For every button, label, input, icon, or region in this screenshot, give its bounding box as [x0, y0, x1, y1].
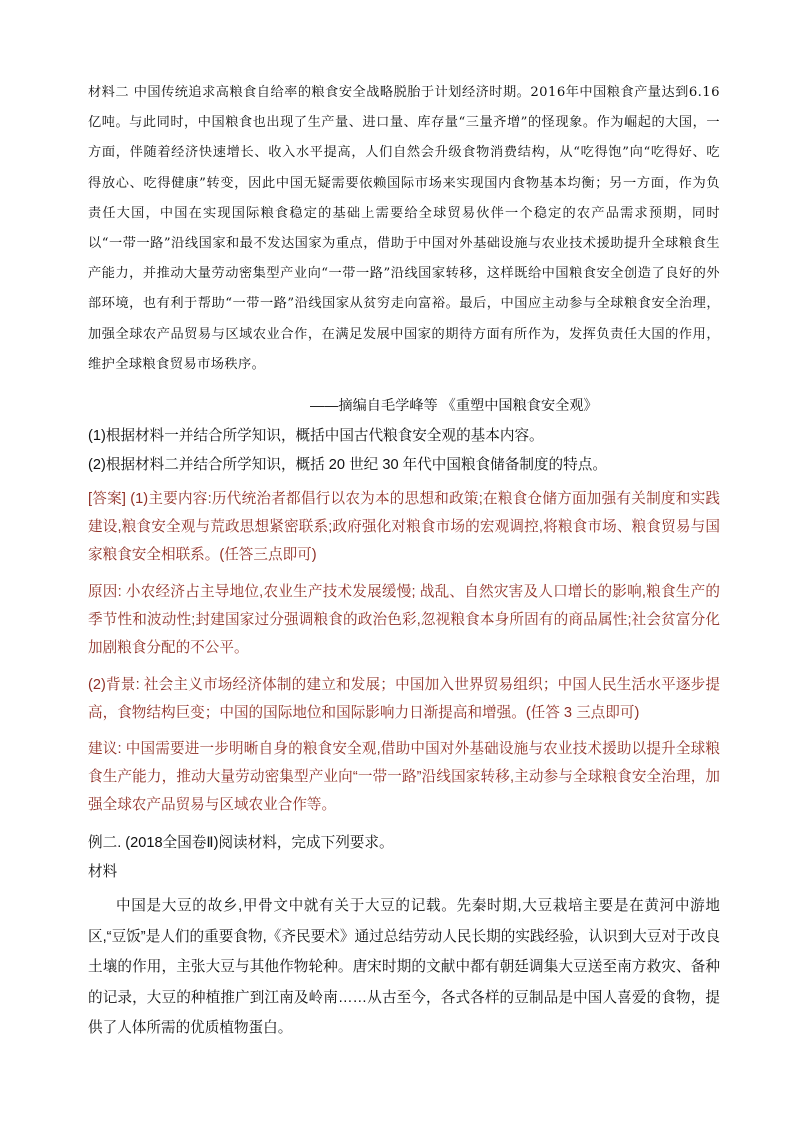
answer-part-1: [答案] (1)主要内容:历代统治者都倡行以农为本的思想和政策;在粮食仓储方面加强有关制度和实践建设,粮食安全观与荒政思想紧密联系;政府强化对粮食市场的宏观调控,将粮食市场、粮食贸易与国家粮食安全相联系。(任答三点即可): [88, 491, 720, 564]
soybean-material-paragraph: 中国是大豆的故乡,甲骨文中就有关于大豆的记载。先秦时期,大豆栽培主要是在黄河中游地区,“豆饭”是人们的重要食物,《齐民要术》通过总结劳动人民长期的实践经验，认识到大豆对于改良土壤的作用，主张大豆与其他作物轮种。唐宋时期的文献中都有朝廷调集大豆送至南方救灾、备种的记录，大豆的种植推广到江南及岭南……从古至今，各式各样的豆制品是中国人喜爱的食物，提供了人体所需的优质植物蛋白。: [88, 898, 720, 1037]
material-label: 材料: [88, 864, 118, 880]
question-2: (2)根据材料二并结合所学知识，概括 20 世纪 30 年代中国粮食储备制度的特点。: [88, 457, 607, 473]
material-source-citation: ——摘编自毛学峰等 《重塑中国粮食安全观》: [310, 398, 598, 414]
answer-part-2: (2)背景: 社会主义市场经济体制的建立和发展；中国加入世界贸易组织；中国人民生活水平逐步提高，食物结构巨变；中国的国际地位和国际影响力日渐提高和增强。(任答 3 三点即可): [88, 677, 720, 722]
example-two-heading: 例二. (2018全国卷Ⅱ)阅读材料，完成下列要求。: [88, 835, 394, 851]
answer-reasons: 原因: 小农经济占主导地位,农业生产技术发展缓慢; 战乱、自然灾害及人口增长的影响,粮食生产的季节性和波动性;封建国家过分强调粮食的政治色彩,忽视粮食本身所固有的商品属性;社会贫富分化加剧粮食分配的不公平。: [88, 584, 720, 657]
question-1: (1)根据材料一并结合所学知识，概括中国古代粮食安全观的基本内容。: [88, 428, 544, 444]
material-two-paragraph: 材料二 中国传统追求高粮食自给率的粮食安全战略脱胎于计划经济时期。2016年中国粮食产量达到6.16亿吨。与此同时，中国粮食也出现了生产量、进口量、库存量“三量齐增”的怪现象。作为崛起的大国，一方面，伴随着经济快速增长、收入水平提高，人们自然会升级食物消费结构，从“吃得饱”向“吃得好、吃得放心、吃得健康”转变，因此中国无疑需要依赖国际市场来实现国内食物基本均衡；另一方面，作为负责任大国，中国在实现国际粮食稳定的基础上需要给全球贸易伙伴一个稳定的农产品需求预期，同时以“一带一路”沿线国家和最不发达国家为重点，借助于中国对外基础设施与农业技术援助提升全球粮食生产能力，并推动大量劳动密集型产业向“一带一路”沿线国家转移，这样既给中国粮食安全创造了良好的外部环境，也有利于帮助“一带一路”沿线国家从贫穷走向富裕。最后，中国应主动参与全球粮食安全治理，加强全球农产品贸易与区域农业合作，在满足发展中国家的期待方面有所作为，发挥负责任大国的作用，维护全球粮食贸易市场秩序。: [88, 85, 720, 372]
answer-suggestion: 建议: 中国需要进一步明晰自身的粮食安全观,借助中国对外基础设施与农业技术援助以提升全球粮食生产能力，推动大量劳动密集型产业向“一带一路”沿线国家转移,主动参与全球粮食安全治理，加强全球农产品贸易与区域农业合作等。: [88, 741, 720, 814]
